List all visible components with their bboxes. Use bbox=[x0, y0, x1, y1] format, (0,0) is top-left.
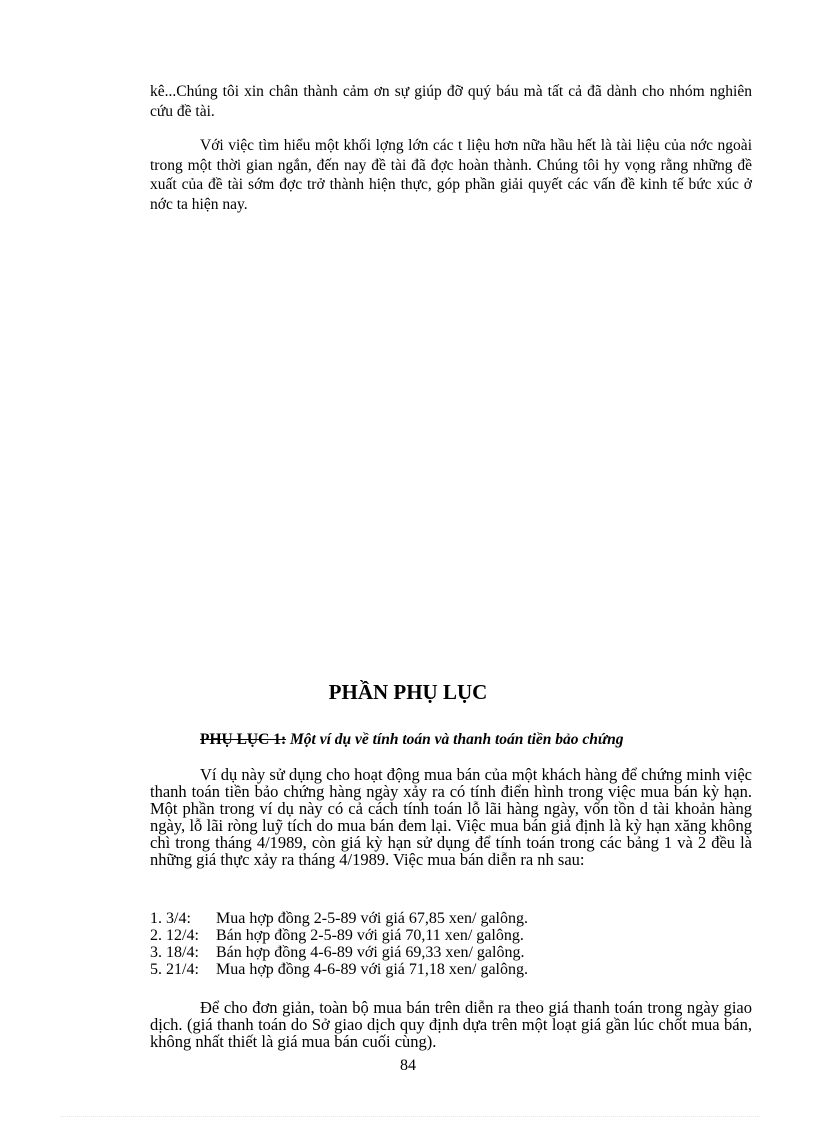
trade-text: Mua hợp đồng 2-5-89 với giá 67,85 xen/ galông. bbox=[216, 910, 528, 927]
paragraph-completion: Với việc tìm hiểu một khối lợng lớn các t liệu hơn nữa hầu hết là tài liệu của nớc ngoài trong một thời gian ngắn, đến nay đề tài đã đợc hoàn thành. Chúng tôi hy vọng rằng những đề xuất của đề tài sớm đợc trở thành hiện thực, góp phần giải quyết các vấn đề kinh tế bức xúc ở nớc ta hiện nay. bbox=[150, 137, 752, 213]
trade-text: Bán hợp đồng 4-6-89 với giá 69,33 xen/ galông. bbox=[216, 944, 525, 961]
trade-date: 5. 21/4: bbox=[150, 961, 199, 978]
trade-list bbox=[150, 910, 528, 978]
list-item bbox=[150, 910, 528, 927]
trade-text: Mua hợp đồng 4-6-89 với giá 71,18 xen/ galông. bbox=[216, 961, 528, 978]
trade-date: 3. 18/4: bbox=[150, 944, 199, 961]
paragraph-example: Ví dụ này sử dụng cho hoạt động mua bán của một khách hàng để chứng minh việc thanh toán tiền bảo chứng hàng ngày xảy ra có tính điển hình trong việc mua bán kỳ hạn. Một phần trong ví dụ này có cả cách tính toán lỗ lãi hàng ngày, vốn tồn d tài khoản hàng ngày, lỗ lãi ròng luỹ tích do mua bán đem lại. Việc mua bán giả định là kỳ hạn xăng không chì trong tháng 4/1989, còn giá kỳ hạn sử dụng để tính toán trong các bảng 1 và 2 đều là những giá thực xảy ra tháng 4/1989. Việc mua bán diễn ra nh sau: bbox=[150, 765, 752, 869]
paragraph-acknowledgement: kê...Chúng tôi xin chân thành cảm ơn sự giúp đỡ quý báu mà tất cả đã dành cho nhóm nghiên cứu đề tài. bbox=[150, 83, 752, 120]
section-title: PHẦN PHỤ LỤC bbox=[328, 680, 488, 704]
trade-date: 2. 12/4: bbox=[150, 927, 199, 944]
appendix-label: PHỤ LỤC 1: bbox=[200, 731, 287, 748]
list-item bbox=[150, 944, 528, 961]
list-item bbox=[150, 927, 528, 944]
appendix-title: Một ví dụ về tính toán và thanh toán tiền bảo chứng bbox=[286, 731, 624, 748]
trade-text: Bán hợp đồng 2-5-89 với giá 70,11 xen/ galông. bbox=[216, 927, 524, 944]
appendix-heading bbox=[200, 731, 624, 749]
paragraph-settlement: Để cho đơn giản, toàn bộ mua bán trên diễn ra theo giá thanh toán trong ngày giao dịch. (giá thanh toán do Sở giao dịch quy định dựa trên một loạt giá gần lúc chốt mua bán, không nhất thiết là giá mua bán cuối cùng). bbox=[150, 998, 752, 1051]
page-bottom-divider bbox=[60, 1116, 760, 1117]
page-number: 84 bbox=[400, 1057, 416, 1074]
list-item bbox=[150, 961, 528, 978]
trade-date: 1. 3/4: bbox=[150, 910, 191, 927]
